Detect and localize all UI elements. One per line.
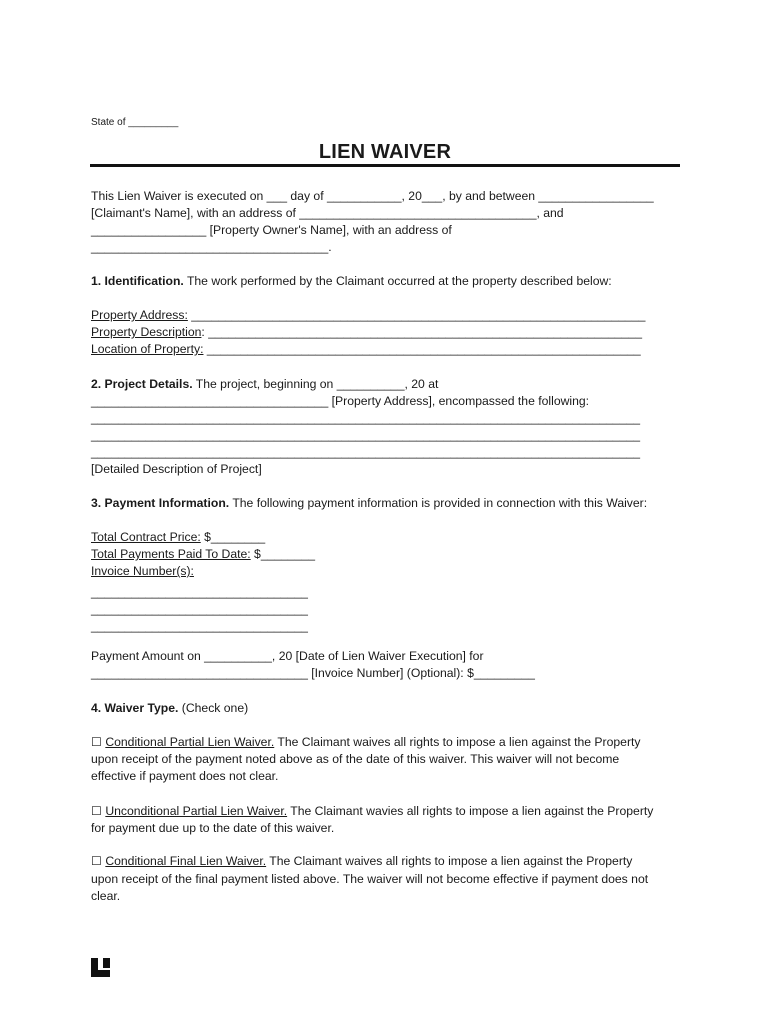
project-description-blank-3: _________________________________________________________________________________ — [91, 445, 641, 459]
waiver-option-label: Conditional Final Lien Waiver. — [105, 854, 267, 868]
location-of-property-row — [91, 341, 641, 358]
payment-amount-line-1: Payment Amount on __________, 20 [Date of Lien Waiver Execution] for — [91, 649, 484, 663]
waiver-option-text-line: upon receipt of the final payment listed above. The waiver will not become effective if payment does not — [91, 872, 649, 886]
section-3-text: The following payment information is provided in connection with this Waiver: — [229, 496, 648, 510]
legal-templates-logo-icon — [91, 958, 110, 977]
state-line: State of _________ — [91, 117, 179, 128]
waiver-option-text: The Claimant waives all rights to impose a lien against the Property — [274, 735, 641, 749]
checkbox-icon[interactable]: ☐ — [91, 804, 102, 818]
invoice-numbers-label: Invoice Number(s): — [91, 564, 194, 578]
intro-line-2: [Claimant's Name], with an address of ___________________________________, and — [91, 206, 564, 220]
section-2-intro — [91, 376, 438, 393]
section-2-text: The project, beginning on __________, 20 at — [192, 377, 439, 391]
waiver-option-text: The Claimant waives all rights to impose a lien against the Property — [266, 854, 633, 868]
section-3-heading: 3. Payment Information. — [91, 496, 230, 510]
total-payments-blank: $________ — [250, 547, 316, 561]
invoice-blank-1: ________________________________ — [91, 585, 308, 599]
location-of-property-label: Location of Property: — [91, 342, 204, 356]
payment-amount-line-2: ________________________________ [Invoice Number] (Optional): $_________ — [91, 666, 535, 680]
total-contract-price-label: Total Contract Price: — [91, 530, 201, 544]
invoice-blank-2: ________________________________ — [91, 602, 308, 616]
property-address-blank: ___________________________________________________________________ — [187, 308, 646, 322]
waiver-option-text-line: clear. — [91, 889, 121, 903]
property-address-row — [91, 307, 645, 324]
waiver-option-conditional-final — [91, 853, 632, 870]
property-address-label: Property Address: — [91, 308, 188, 322]
waiver-option-unconditional-partial — [91, 803, 653, 820]
title-divider — [90, 164, 680, 167]
intro-line-4: ___________________________________. — [91, 240, 332, 254]
section-3-intro — [91, 495, 647, 512]
section-1-text: The work performed by the Claimant occurred at the property described below: — [183, 274, 612, 288]
property-description-row — [91, 324, 642, 341]
property-description-label: Property Description — [91, 325, 202, 339]
invoice-numbers-row — [91, 563, 194, 580]
waiver-option-conditional-partial — [91, 734, 641, 751]
waiver-option-label: Conditional Partial Lien Waiver. — [105, 735, 275, 749]
intro-line-3: _________________ [Property Owner's Name], with an address of — [91, 223, 452, 237]
project-description-blank-1: _________________________________________________________________________________ — [91, 411, 641, 425]
section-4-text: (Check one) — [178, 701, 249, 715]
waiver-option-text: The Claimant wavies all rights to impose a lien against the Property — [287, 804, 654, 818]
section-1-intro — [91, 273, 612, 290]
total-contract-price-row — [91, 529, 265, 546]
section-2-line-2: ___________________________________ [Property Address], encompassed the following: — [91, 394, 590, 408]
section-4-intro — [91, 700, 248, 717]
waiver-option-text-line: upon receipt of the payment noted above as of the date of this waiver. This waiver will not become — [91, 752, 620, 766]
project-description-blank-2: _________________________________________________________________________________ — [91, 428, 641, 442]
intro-line-1: This Lien Waiver is executed on ___ day of ___________, 20___, by and between _________________ — [91, 189, 654, 203]
property-description-blank: : ________________________________________________________________ — [201, 325, 642, 339]
section-4-heading: 4. Waiver Type. — [91, 701, 179, 715]
checkbox-icon[interactable]: ☐ — [91, 854, 102, 868]
section-2-heading: 2. Project Details. — [91, 377, 193, 391]
project-description-caption: [Detailed Description of Project] — [91, 462, 262, 476]
total-payments-label: Total Payments Paid To Date: — [91, 547, 251, 561]
waiver-option-text-line: for payment due up to the date of this waiver. — [91, 821, 335, 835]
total-contract-price-blank: $________ — [200, 530, 266, 544]
checkbox-icon[interactable]: ☐ — [91, 735, 102, 749]
location-of-property-blank: ________________________________________________________________ — [203, 342, 641, 356]
invoice-blank-3: ________________________________ — [91, 619, 308, 633]
total-payments-row — [91, 546, 315, 563]
section-1-heading: 1. Identification. — [91, 274, 184, 288]
document-title: LIEN WAIVER — [318, 141, 452, 163]
waiver-option-label: Unconditional Partial Lien Waiver. — [105, 804, 288, 818]
waiver-option-text-line: effective if payment does not clear. — [91, 769, 279, 783]
